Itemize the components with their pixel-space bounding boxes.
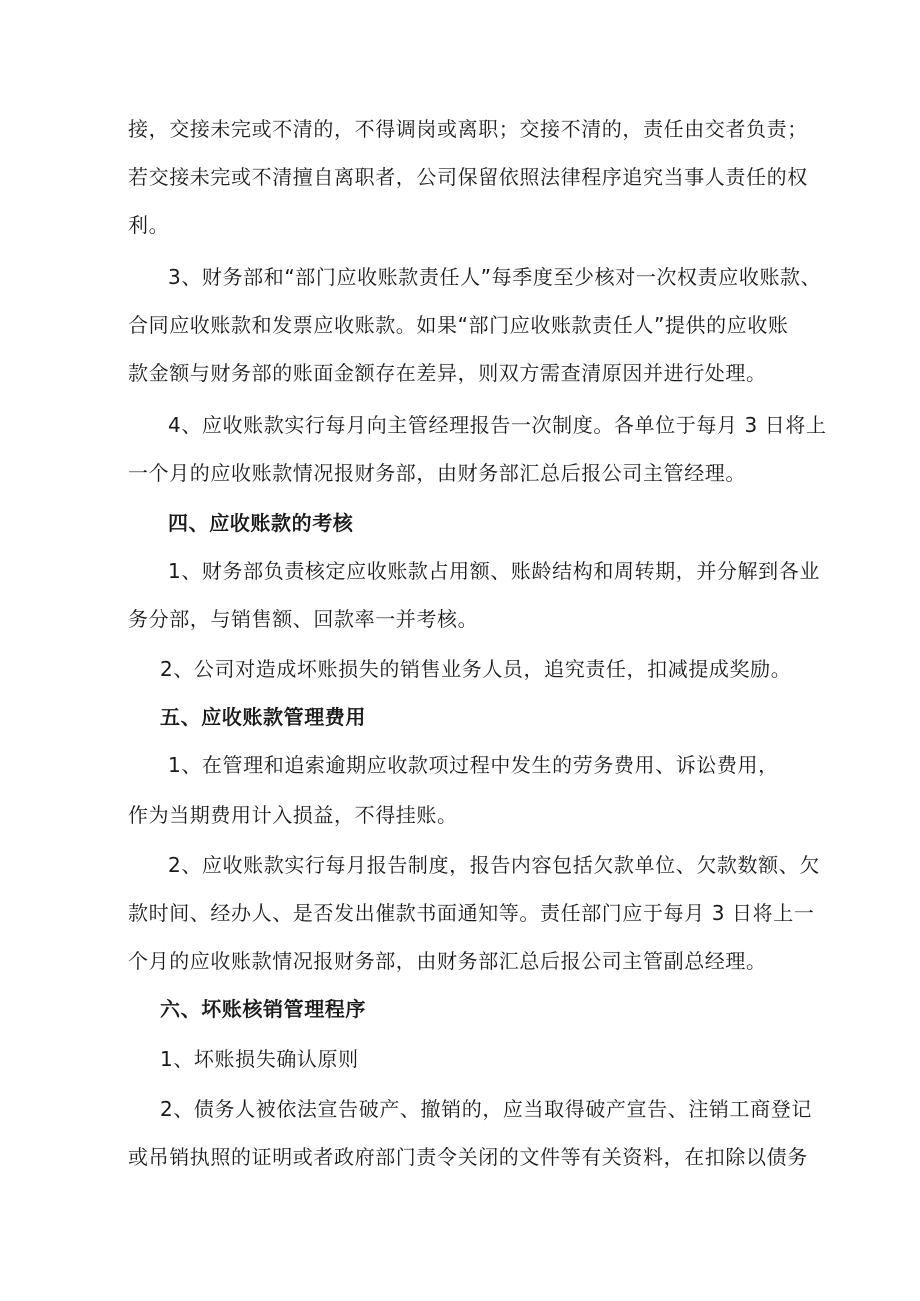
- paragraph-line: 合同应收账款和发票应收账款。如果“部门应收账款责任人”提供的应收账: [128, 313, 789, 337]
- paragraph-line: 1、坏账损失确认原则: [160, 1047, 359, 1071]
- paragraph-line: 利。: [128, 213, 170, 237]
- section-heading: 五、应收账款管理费用: [160, 705, 366, 729]
- paragraph-line: 个月的应收账款情况报财务部，由财务部汇总后报公司主管副总经理。: [128, 949, 767, 973]
- paragraph-line: 款时间、经办人、是否发出催款书面通知等。责任部门应于每月 3 日将上一: [128, 901, 815, 925]
- paragraph-line: 一个月的应收账款情况报财务部，由财务部汇总后报公司主管经理。: [128, 461, 746, 485]
- paragraph-line: 1、财务部负责核定应收账款占用额、账龄结构和周转期，并分解到各业: [168, 559, 820, 583]
- paragraph-line: 接，交接未完或不清的，不得调岗或离职；交接不清的，责任由交者负责；: [128, 117, 808, 141]
- paragraph-line: 1、在管理和追索逾期应收款项过程中发生的劳务费用、诉讼费用，: [168, 753, 779, 777]
- paragraph-line: 2、公司对造成坏账损失的销售业务人员，追究责任，扣减提成奖励。: [160, 657, 792, 681]
- paragraph-line: 款金额与财务部的账面金额存在差异，则双方需查清原因并进行处理。: [128, 361, 767, 385]
- paragraph-line: 作为当期费用计入损益，不得挂账。: [128, 803, 458, 827]
- paragraph-line: 4、应收账款实行每月向主管经理报告一次制度。各单位于每月 3 日将上: [168, 413, 827, 437]
- paragraph-line: 3、财务部和“部门应收账款责任人”每季度至少核对一次权责应收账款、: [168, 265, 822, 289]
- paragraph-line: 2、债务人被依法宣告破产、撤销的，应当取得破产宣告、注销工商登记: [160, 1097, 812, 1121]
- paragraph-line: 若交接未完或不清擅自离职者，公司保留依照法律程序追究当事人责任的权: [128, 165, 808, 189]
- paragraph-line: 2、应收账款实行每月报告制度，报告内容包括欠款单位、欠款数额、欠: [168, 853, 820, 877]
- paragraph-line: 务分部，与销售额、回款率一并考核。: [128, 607, 479, 631]
- section-heading: 四、应收账款的考核: [168, 511, 354, 535]
- paragraph-line: 或吊销执照的证明或者政府部门责令关闭的文件等有关资料，在扣除以债务: [128, 1145, 808, 1169]
- section-heading: 六、坏账核销管理程序: [160, 997, 366, 1021]
